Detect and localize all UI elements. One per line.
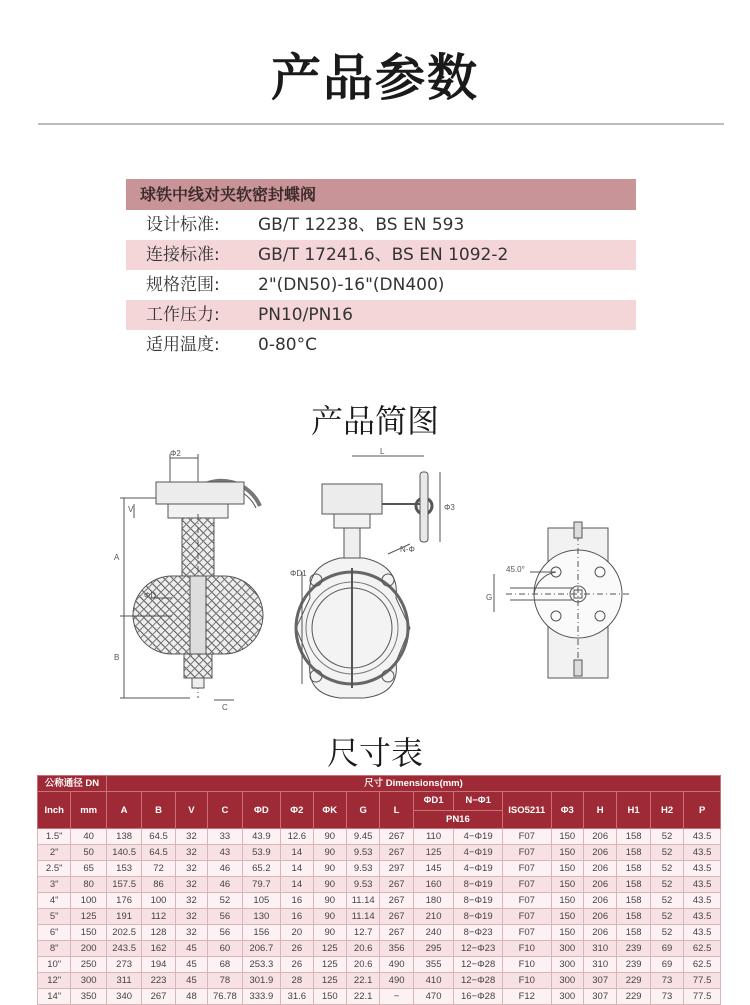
table-cell: 43.5	[684, 829, 721, 845]
col-header-phik: ΦK	[313, 792, 346, 829]
table-cell: 100	[71, 893, 106, 909]
table-cell: 253.3	[242, 957, 281, 973]
table-cell: 62.5	[684, 957, 721, 973]
table-cell: 2"	[38, 845, 71, 861]
spec-row-working-pressure	[126, 300, 636, 330]
table-cell: 60	[208, 941, 242, 957]
table-cell: 307	[583, 973, 616, 989]
table-cell: 125	[313, 941, 346, 957]
table-cell: F10	[502, 973, 551, 989]
table-cell: 355	[413, 957, 454, 973]
table-cell: 128	[142, 925, 175, 941]
table-cell: 9.45	[346, 829, 379, 845]
table-cell: 52	[650, 909, 683, 925]
table-cell: 150	[551, 893, 583, 909]
col-header-v: V	[175, 792, 207, 829]
table-cell: 78	[208, 973, 242, 989]
table-cell: 77.5	[684, 973, 721, 989]
table-cell: 53.9	[242, 845, 281, 861]
table-cell: 297	[380, 861, 413, 877]
spec-label: 规格范围:	[146, 275, 220, 295]
table-cell: 267	[380, 877, 413, 893]
table-cell: 12−Φ28	[454, 973, 503, 989]
table-cell: 77.5	[684, 989, 721, 1005]
table-cell: 150	[551, 829, 583, 845]
table-cell: 52	[650, 925, 683, 941]
dim-label-v: V	[128, 505, 134, 514]
spec-label: 设计标准:	[146, 215, 220, 235]
table-cell: 86	[142, 877, 175, 893]
table-cell: 4−Φ19	[454, 845, 503, 861]
table-cell: 295	[413, 941, 454, 957]
spec-table	[126, 179, 636, 360]
table-cell: 56	[208, 925, 242, 941]
table-cell: 301.9	[242, 973, 281, 989]
table-cell: 300	[551, 957, 583, 973]
table-cell: 8−Φ19	[454, 877, 503, 893]
table-cell: 311	[106, 973, 141, 989]
table-cell: 26	[281, 941, 313, 957]
table-cell: 31.6	[281, 989, 313, 1005]
table-cell: 65.2	[242, 861, 281, 877]
table-cell: 145	[413, 861, 454, 877]
table-cell: F07	[502, 909, 551, 925]
table-cell: 153	[106, 861, 141, 877]
table-cell: 229	[617, 973, 650, 989]
table-cell: 267	[380, 845, 413, 861]
table-cell: 156	[242, 925, 281, 941]
table-cell: 72	[142, 861, 175, 877]
table-cell: 76.78	[208, 989, 242, 1005]
table-cell: F07	[502, 845, 551, 861]
table-cell: 206.7	[242, 941, 281, 957]
drawing-section-title: 产品简图	[310, 402, 439, 440]
table-cell: 356	[380, 941, 413, 957]
table-cell: 52	[650, 829, 683, 845]
dim-label-n-phi: N-Φ	[400, 545, 415, 554]
table-cell: 52	[650, 893, 683, 909]
col-header-phid1: ΦD1	[413, 792, 454, 811]
table-cell: 32	[175, 861, 207, 877]
table-cell: 90	[313, 829, 346, 845]
col-header-inch: Inch	[38, 792, 71, 829]
table-cell: 240	[413, 925, 454, 941]
table-cell: 90	[313, 909, 346, 925]
table-cell: 125	[313, 973, 346, 989]
table-cell: 206	[583, 877, 616, 893]
col-header-c: C	[208, 792, 242, 829]
col-header-iso5211: ISO5211	[502, 792, 551, 829]
table-cell: 310	[583, 941, 616, 957]
table-cell: 16	[281, 893, 313, 909]
col-header-h1: H1	[617, 792, 650, 829]
col-header-nphi1: N−Φ1	[454, 792, 503, 811]
col-header-phid: ΦD	[242, 792, 281, 829]
table-cell: 40	[71, 829, 106, 845]
table-cell: 333.9	[242, 989, 281, 1005]
table-cell: 5"	[38, 909, 71, 925]
table-cell: 46	[208, 877, 242, 893]
table-cell: 12.6	[281, 829, 313, 845]
table-cell: 1.5"	[38, 829, 71, 845]
col-header-l: L	[380, 792, 413, 829]
table-cell: 32	[175, 877, 207, 893]
table-cell: 239	[617, 941, 650, 957]
table-row	[38, 829, 721, 845]
table-cell: 28	[281, 973, 313, 989]
table-cell: 150	[551, 925, 583, 941]
table-cell: 490	[380, 957, 413, 973]
spec-row-temperature	[126, 330, 636, 360]
spec-row-size-range	[126, 270, 636, 300]
table-cell: 340	[106, 989, 141, 1005]
table-cell: F07	[502, 829, 551, 845]
table-cell: 43	[208, 845, 242, 861]
dim-label-angle: 45.0°	[506, 565, 525, 574]
dim-label-a: A	[114, 553, 120, 562]
table-cell: 273	[106, 957, 141, 973]
table-cell: 150	[551, 845, 583, 861]
table-cell: 138	[106, 829, 141, 845]
table-cell: 9.53	[346, 877, 379, 893]
col-header-a: A	[106, 792, 141, 829]
side-section-view	[114, 449, 263, 712]
table-cell: 350	[71, 989, 106, 1005]
table-cell: 32	[175, 829, 207, 845]
dim-label-b: B	[114, 653, 120, 662]
table-cell: 79.7	[242, 877, 281, 893]
table-cell: 125	[71, 909, 106, 925]
table-cell: 46	[208, 861, 242, 877]
table-cell: F07	[502, 861, 551, 877]
table-cell: 300	[551, 989, 583, 1005]
table-cell: 150	[71, 925, 106, 941]
table-cell: 9.53	[346, 845, 379, 861]
table-cell: 22.1	[346, 973, 379, 989]
page-title: 产品参数	[271, 49, 479, 107]
table-cell: 43.5	[684, 909, 721, 925]
title-divider	[38, 123, 724, 125]
table-row	[38, 845, 721, 861]
table-cell: 267	[380, 829, 413, 845]
table-cell: 239	[617, 957, 650, 973]
table-cell: 300	[551, 973, 583, 989]
table-cell: 267	[142, 989, 175, 1005]
table-cell: 65	[71, 861, 106, 877]
table-cell: 43.5	[684, 925, 721, 941]
table-cell: F07	[502, 877, 551, 893]
table-cell: 52	[650, 861, 683, 877]
table-row	[38, 957, 721, 973]
table-cell: 43.5	[684, 861, 721, 877]
table-cell: 64.5	[142, 829, 175, 845]
table-cell: 10"	[38, 957, 71, 973]
col-header-h2: H2	[650, 792, 683, 829]
table-cell: 150	[551, 909, 583, 925]
table-cell: 73	[650, 989, 683, 1005]
table-row	[38, 893, 721, 909]
nominal-diameter-header: 公称通径 DN	[38, 776, 107, 792]
table-cell: 45	[175, 973, 207, 989]
table-cell: 20.6	[346, 941, 379, 957]
table-row	[38, 877, 721, 893]
table-cell: 150	[313, 989, 346, 1005]
table-cell: 229	[617, 989, 650, 1005]
table-cell: 206	[583, 861, 616, 877]
table-cell: F10	[502, 941, 551, 957]
table-cell: 90	[313, 845, 346, 861]
table-cell: 43.9	[242, 829, 281, 845]
table-row	[38, 925, 721, 941]
table-cell: 125	[313, 957, 346, 973]
spec-row-connection-standard	[126, 240, 636, 270]
table-cell: 490	[380, 973, 413, 989]
dim-label-c: C	[222, 703, 228, 712]
table-cell: 32	[175, 909, 207, 925]
spec-row-design-standard	[126, 210, 636, 240]
table-cell: 162	[142, 941, 175, 957]
table-cell: 52	[208, 893, 242, 909]
table-cell: 158	[617, 909, 650, 925]
table-cell: F07	[502, 925, 551, 941]
table-cell: 11.14	[346, 893, 379, 909]
dim-label-g: G	[486, 593, 493, 602]
table-cell: 158	[617, 877, 650, 893]
table-cell: 267	[380, 893, 413, 909]
table-cell: 80	[71, 877, 106, 893]
table-section-title: 尺寸表	[326, 734, 423, 772]
spec-label: 连接标准:	[146, 245, 220, 265]
table-cell: 4"	[38, 893, 71, 909]
table-cell: 33	[208, 829, 242, 845]
spec-value: 0-80°C	[258, 335, 317, 355]
dim-label-phi2: Φ2	[170, 449, 181, 458]
table-cell: 100	[142, 893, 175, 909]
dimension-table-body	[38, 829, 721, 1005]
spec-value: GB/T 12238、BS EN 593	[258, 215, 465, 235]
col-header-g: G	[346, 792, 379, 829]
table-cell: 158	[617, 845, 650, 861]
table-cell: 52	[650, 845, 683, 861]
table-cell: 250	[71, 957, 106, 973]
table-cell: 8−Φ19	[454, 909, 503, 925]
table-cell: 32	[175, 925, 207, 941]
table-cell: 8"	[38, 941, 71, 957]
table-cell: 14"	[38, 989, 71, 1005]
table-cell: 9.53	[346, 861, 379, 877]
spec-value: GB/T 17241.6、BS EN 1092-2	[258, 245, 509, 265]
dim-label-phid: ΦD	[144, 591, 157, 600]
table-cell: 105	[242, 893, 281, 909]
dim-label-phid1: ΦD1	[290, 569, 307, 578]
table-cell: 90	[313, 925, 346, 941]
table-cell: 22.1	[346, 989, 379, 1005]
table-cell: 150	[551, 877, 583, 893]
dimensions-header: 尺寸 Dimensions(mm)	[106, 776, 720, 792]
table-cell: 16−Φ28	[454, 989, 503, 1005]
table-cell: 307	[583, 989, 616, 1005]
table-cell: 110	[413, 829, 454, 845]
col-header-b: B	[142, 792, 175, 829]
table-cell: 73	[650, 973, 683, 989]
table-cell: 194	[142, 957, 175, 973]
table-cell: 12−Φ28	[454, 957, 503, 973]
col-header-phi3: Φ3	[551, 792, 583, 829]
table-cell: 158	[617, 829, 650, 845]
table-cell: 14	[281, 861, 313, 877]
table-cell: 112	[142, 909, 175, 925]
table-cell: 68	[208, 957, 242, 973]
table-cell: 45	[175, 957, 207, 973]
table-cell: 69	[650, 941, 683, 957]
table-cell: 158	[617, 861, 650, 877]
table-row	[38, 989, 721, 1005]
table-cell: 43.5	[684, 877, 721, 893]
table-cell: 176	[106, 893, 141, 909]
dimension-table	[37, 775, 721, 1005]
spec-value: 2"(DN50)-16"(DN400)	[258, 275, 445, 295]
table-cell: 140.5	[106, 845, 141, 861]
table-cell: 210	[413, 909, 454, 925]
table-cell: 52	[650, 877, 683, 893]
table-cell: F07	[502, 893, 551, 909]
table-cell: 206	[583, 909, 616, 925]
table-cell: 69	[650, 957, 683, 973]
table-row	[38, 861, 721, 877]
table-cell: 26	[281, 957, 313, 973]
table-cell: 150	[551, 861, 583, 877]
table-row	[38, 973, 721, 989]
table-cell: 4−Φ19	[454, 861, 503, 877]
flange-face-view	[486, 522, 630, 678]
table-cell: 267	[380, 925, 413, 941]
table-cell: 90	[313, 877, 346, 893]
spec-header: 球铁中线对夹软密封蝶阀	[126, 179, 636, 210]
table-cell: 157.5	[106, 877, 141, 893]
table-cell: F10	[502, 957, 551, 973]
table-cell: 310	[583, 957, 616, 973]
table-cell: 130	[242, 909, 281, 925]
product-drawing	[110, 448, 630, 718]
table-cell: 206	[583, 845, 616, 861]
table-cell: 2.5"	[38, 861, 71, 877]
table-cell: 300	[551, 941, 583, 957]
table-cell: 8−Φ19	[454, 893, 503, 909]
table-cell: 125	[413, 845, 454, 861]
table-cell: 12.7	[346, 925, 379, 941]
table-cell: 191	[106, 909, 141, 925]
table-cell: 300	[71, 973, 106, 989]
table-cell: 410	[413, 973, 454, 989]
table-cell: 32	[175, 845, 207, 861]
table-row	[38, 909, 721, 925]
table-cell: 200	[71, 941, 106, 957]
table-cell: 11.14	[346, 909, 379, 925]
col-header-pn16: PN16	[413, 810, 502, 829]
spec-label: 工作压力:	[146, 305, 220, 325]
table-cell: 48	[175, 989, 207, 1005]
table-cell: 90	[313, 893, 346, 909]
table-cell: 12−Φ23	[454, 941, 503, 957]
table-cell: 158	[617, 925, 650, 941]
table-row	[38, 941, 721, 957]
table-cell: 180	[413, 893, 454, 909]
table-cell: 202.5	[106, 925, 141, 941]
table-cell: 14	[281, 877, 313, 893]
table-cell: 12"	[38, 973, 71, 989]
table-cell: 3"	[38, 877, 71, 893]
col-header-mm: mm	[71, 792, 106, 829]
table-cell: 64.5	[142, 845, 175, 861]
table-cell: 45	[175, 941, 207, 957]
table-cell: 90	[313, 861, 346, 877]
table-cell: 223	[142, 973, 175, 989]
front-view	[290, 448, 455, 698]
table-cell: 160	[413, 877, 454, 893]
col-header-p: P	[684, 792, 721, 829]
table-cell: 206	[583, 829, 616, 845]
spec-label: 适用温度:	[146, 335, 220, 355]
table-cell: 16	[281, 909, 313, 925]
table-cell: −	[380, 989, 413, 1005]
spec-value: PN10/PN16	[258, 305, 353, 325]
table-cell: 14	[281, 845, 313, 861]
table-cell: 158	[617, 893, 650, 909]
table-cell: F12	[502, 989, 551, 1005]
table-cell: 20	[281, 925, 313, 941]
table-cell: 8−Φ23	[454, 925, 503, 941]
table-cell: 206	[583, 893, 616, 909]
table-cell: 206	[583, 925, 616, 941]
table-cell: 32	[175, 893, 207, 909]
dim-label-l: L	[380, 448, 385, 456]
table-cell: 50	[71, 845, 106, 861]
dim-label-phi3: Φ3	[444, 503, 455, 512]
table-cell: 43.5	[684, 845, 721, 861]
col-header-h: H	[583, 792, 616, 829]
table-cell: 470	[413, 989, 454, 1005]
table-cell: 43.5	[684, 893, 721, 909]
table-cell: 20.6	[346, 957, 379, 973]
col-header-phi2: Φ2	[281, 792, 313, 829]
table-cell: 267	[380, 909, 413, 925]
table-cell: 4−Φ19	[454, 829, 503, 845]
table-cell: 62.5	[684, 941, 721, 957]
table-cell: 6"	[38, 925, 71, 941]
table-cell: 243.5	[106, 941, 141, 957]
table-cell: 56	[208, 909, 242, 925]
